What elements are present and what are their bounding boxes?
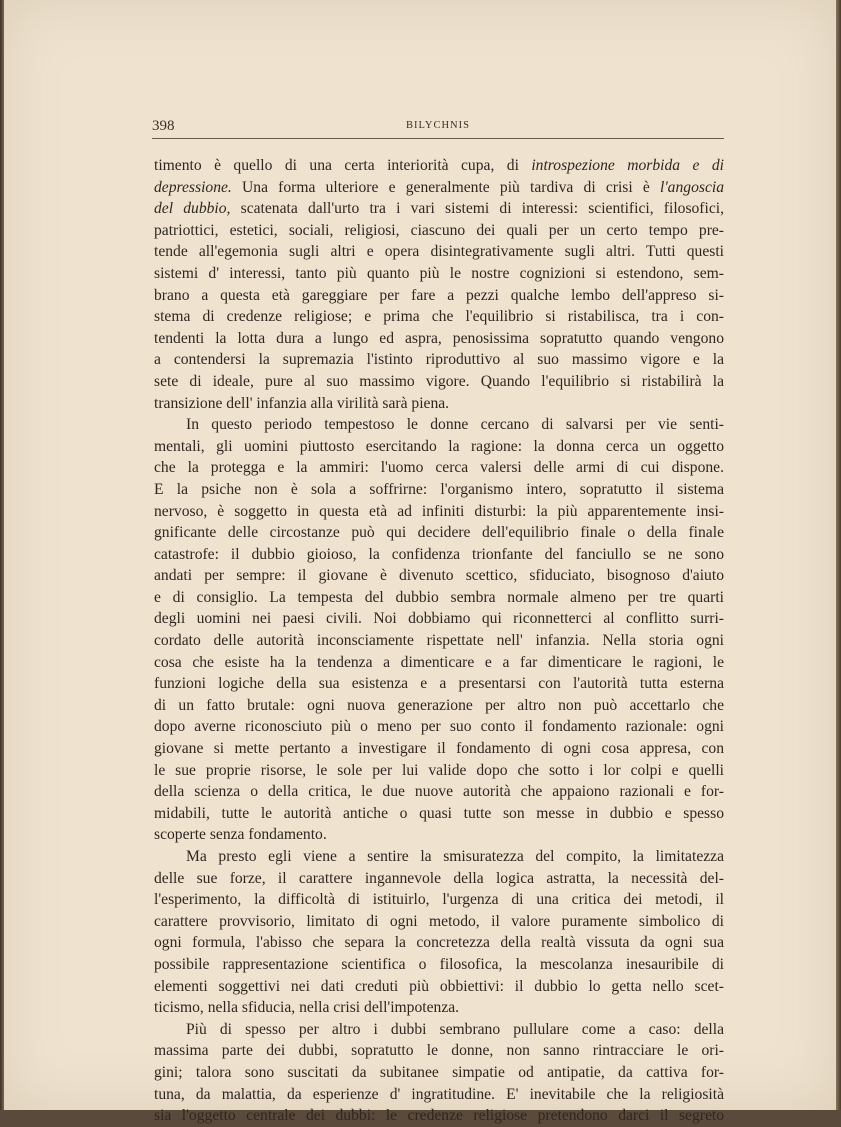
text-line <box>154 868 724 890</box>
text-run: transizione dell' infanzia alla virilità sarà piena. <box>154 394 450 412</box>
text-line <box>154 976 724 998</box>
text-line <box>154 889 724 911</box>
text-line <box>154 911 724 933</box>
text-line <box>154 522 724 544</box>
text-run: dopo averne riconosciuto più o meno per suo conto il fondamento razionale: ogni <box>154 718 724 736</box>
page-header <box>152 118 724 138</box>
text-run: scatenata dall'urto tra i vari sistemi di interessi: scientifici, filosofici, <box>230 200 724 218</box>
text-line <box>154 306 724 328</box>
paragraph <box>154 846 724 1019</box>
italic-text: introspezione morbida e di <box>531 157 724 174</box>
text-run: brano a questa età gareggiare per fare a pezzi qualche lembo dell'appreso si- <box>154 286 724 304</box>
text-run: ogni formula, l'abisso che separa la concretezza della realtà vissuta da ogni sua <box>154 934 724 952</box>
text-run: massima parte dei dubbi, sopratutto le donne, non sanno rintracciare le ori- <box>154 1042 724 1060</box>
text-run: della scienza o della critica, le due nuove autorità che appaiono razionali e for- <box>154 783 724 801</box>
text-line <box>154 1105 724 1127</box>
text-line <box>154 1040 724 1062</box>
italic-text: del dubbio, <box>154 200 231 218</box>
text-line <box>154 328 724 350</box>
text-run: mentali, gli uomini piuttosto esercitando la ragione: la donna cerca un oggetto <box>154 437 724 455</box>
text-line <box>154 738 724 760</box>
text-line <box>154 695 724 717</box>
text-line <box>154 803 724 825</box>
text-line <box>154 781 724 803</box>
text-line <box>154 1062 724 1084</box>
text-line <box>154 285 724 307</box>
text-run: possibile rappresentazione scientifica o filosofica, la mescolanza inesauribile di <box>154 955 724 973</box>
text-line <box>154 177 724 199</box>
text-line <box>154 630 724 652</box>
text-line <box>154 349 724 371</box>
text-run: Una forma ulteriore e generalmente più tardiva di crisi è <box>231 178 661 196</box>
text-run: a contendersi la supremazia l'istinto riproduttivo al suo massimo vigore e la <box>154 351 724 369</box>
text-line <box>154 198 724 220</box>
text-run: tende all'egemonia sugli altri e opera disintegrativamente sugli altri. Tutti questi <box>154 243 724 261</box>
text-run: giovane si mette pertanto a investigare il fondamento di ogni cosa appresa, con <box>154 740 724 758</box>
text-run: Più di spesso per altro i dubbi sembrano pullulare come a caso: della <box>186 1020 724 1038</box>
text-run: stema di credenze religiose; e prima che l'equilibrio si ristabilisca, tra i con- <box>154 308 724 326</box>
text-line <box>154 932 724 954</box>
text-run: sete di ideale, pure al suo massimo vigore. Quando l'equilibrio si ristabilirà la <box>154 372 724 390</box>
body-text <box>154 155 724 1127</box>
text-line <box>154 587 724 609</box>
text-run: elementi soggettivi nei dati creduti più obbiettivi: il dubbio lo getta nello scet- <box>154 977 724 995</box>
page-right-edge <box>836 0 841 1110</box>
text-line <box>154 393 724 415</box>
text-line <box>154 371 724 393</box>
text-run: degli uomini nei paesi civili. Noi dobbiamo qui riconnetterci al conflitto surri- <box>154 610 724 628</box>
text-line <box>154 457 724 479</box>
text-run: tendenti la lotta dura a lungo ed aspra, penosissima sopratutto quando vengono <box>154 329 724 347</box>
paragraph <box>154 1019 724 1127</box>
text-run: cordato delle autorità inconsciamente rispettate nell' infanzia. Nella storia ogni <box>154 632 724 650</box>
text-line <box>154 824 724 846</box>
text-run: scoperte senza fondamento. <box>154 826 327 844</box>
text-run: catastrofe: il dubbio gioioso, la confidenza trionfante del fanciullo se ne sono <box>154 545 724 563</box>
text-line <box>154 155 724 177</box>
text-line <box>154 501 724 523</box>
text-line <box>154 608 724 630</box>
text-run: Ma presto egli viene a sentire la smisuratezza del compito, la limitatezza <box>186 848 724 865</box>
text-run: di un fatto brutale: ogni nuova generazione per altro non può accettarlo che <box>154 696 724 714</box>
text-line <box>154 436 724 458</box>
text-run: sia l'oggetto centrale dei dubbi: le credenze religiose pretendono darci il segreto <box>154 1107 724 1125</box>
text-run: ticismo, nella sfiducia, nella crisi dell'impotenza. <box>154 999 460 1017</box>
text-line <box>154 479 724 501</box>
paragraph <box>154 414 724 846</box>
text-run: che la protegga e la ammiri: l'uomo cerca valersi delle armi di cui dispone. <box>154 459 724 477</box>
text-line <box>154 760 724 782</box>
header-rule <box>152 138 724 139</box>
text-line <box>154 652 724 674</box>
text-line <box>154 241 724 263</box>
text-run: funzioni logiche della sua esistenza e a presentarsi con l'autorità tutta esterna <box>154 675 724 693</box>
text-line <box>154 997 724 1019</box>
text-run: midabili, tutte le autorità antiche o quasi tutte son messe in dubbio e spesso <box>154 804 724 822</box>
italic-text: l'angoscia <box>660 178 724 196</box>
text-line <box>154 673 724 695</box>
text-line <box>154 263 724 285</box>
text-run: l'esperimento, la difficoltà di istituirlo, l'urgenza di una critica dei metodi, il <box>154 891 724 909</box>
text-line <box>154 1019 724 1041</box>
text-run: andati per sempre: il giovane è divenuto scettico, sfiduciato, bisognoso d'aiuto <box>154 567 724 585</box>
page-number: 398 <box>152 118 175 134</box>
text-run: patriottici, estetici, sociali, religiosi, ciascuno dei quali per un certo tempo pre- <box>154 221 724 239</box>
text-line <box>154 846 724 868</box>
text-run: delle sue forze, il carattere ingannevole della logica astratta, la necessità del- <box>154 869 724 887</box>
paragraph <box>154 155 724 414</box>
text-line <box>154 544 724 566</box>
text-run: gini; talora sono suscitati da subitanee simpatie od antipatie, da cattiva for- <box>154 1063 724 1081</box>
text-run: tuna, da malattia, da esperienze d' ingratitudine. E' inevitabile che la religiosità <box>154 1085 724 1103</box>
text-run: nervoso, è soggetto in questa età ad infiniti disturbi: la più apparentemente insi- <box>154 502 724 520</box>
text-run: e di consiglio. La tempesta del dubbio sembra normale almeno per tre quarti <box>154 588 724 606</box>
text-line <box>154 954 724 976</box>
text-run: le sue proprie risorse, le sole per lui valide dopo che sotto i lor colpi e quelli <box>154 761 724 779</box>
text-run: E la psiche non è sola a soffrirne: l'organismo intero, sopratutto il sistema <box>154 480 724 498</box>
italic-text: depressione. <box>154 178 232 196</box>
text-line <box>154 565 724 587</box>
text-line <box>154 1084 724 1106</box>
text-run: sistemi d' interessi, tanto più quanto più le nostre cognizioni si estendono, sem- <box>154 264 724 282</box>
text-line <box>154 716 724 738</box>
text-run: timento è quello di una certa interiorità cupa, di <box>154 157 532 174</box>
text-run: carattere provvisorio, limitato di ogni metodo, il valore puramente simbolico di <box>154 912 724 930</box>
text-run: gnificante delle circostanze può qui decidere dell'equilibrio finale o della finale <box>154 524 724 542</box>
text-run: cosa che esiste ha la tendenza a dimenticare e a far dimenticare le ragioni, le <box>154 653 724 671</box>
text-run: In questo periodo tempestoso le donne cercano di salvarsi per vie senti- <box>186 416 724 434</box>
text-line <box>154 414 724 436</box>
running-head: BILYCHNIS <box>406 120 470 131</box>
text-line <box>154 220 724 242</box>
